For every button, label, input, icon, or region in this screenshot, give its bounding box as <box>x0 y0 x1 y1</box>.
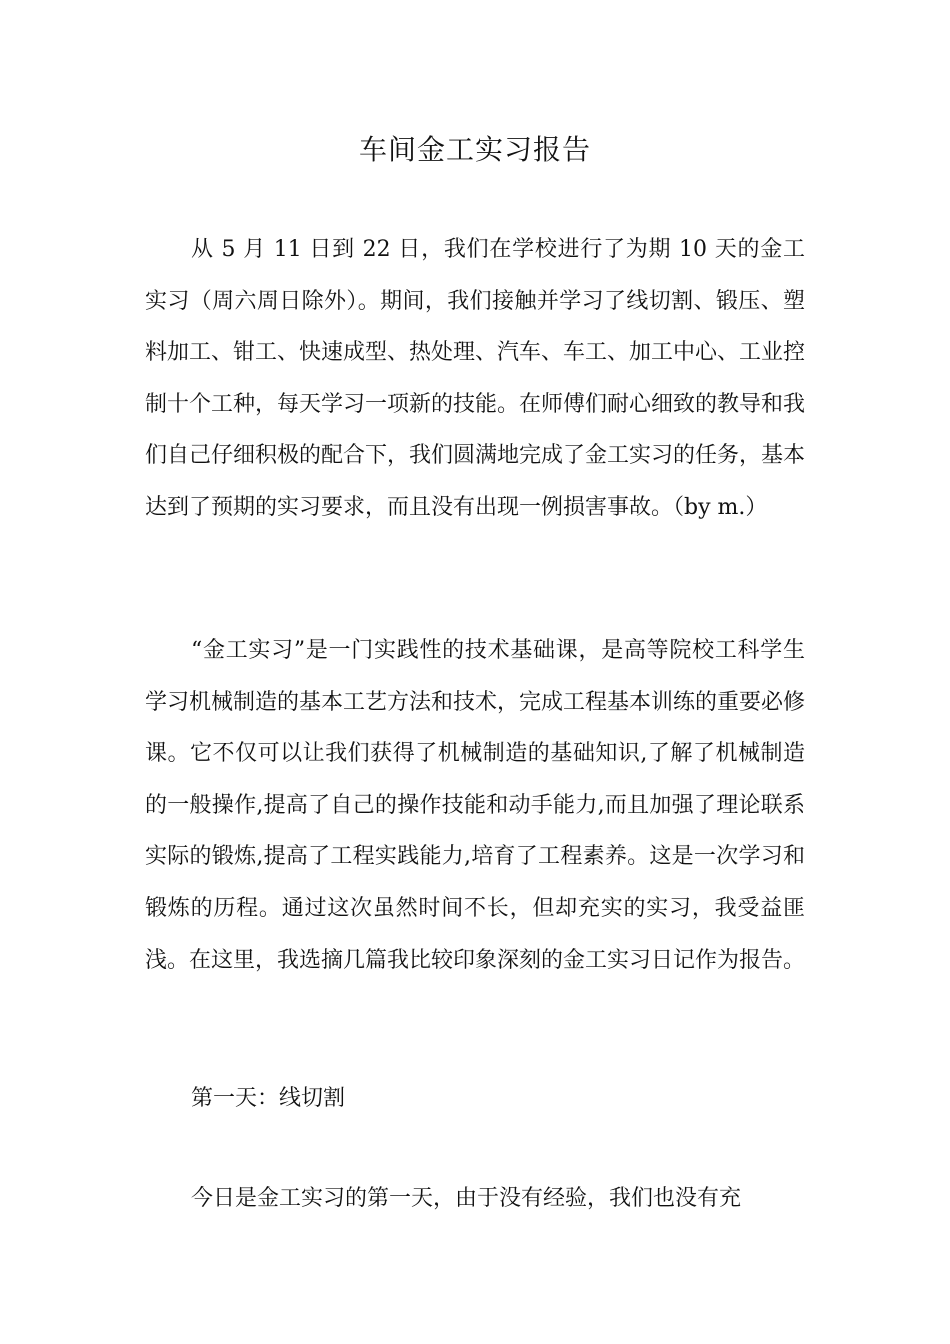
paragraph-day-one: 今日是金工实习的第一天，由于没有经验，我们也没有充 <box>191 1186 742 1211</box>
paragraph-intro: 从 5 月 11 日到 22 日，我们在学校进行了为期 10 天的金工实习（周六周日除外）。期间，我们接触并学习了线切割、锻压、塑料加工、钳工、快速成型、热处理、汽车、车工、加工中心、工业控制十个工种，每天学习一项新的技能。在师傅们耐心细致的教导和我们自己仔细积极的配合下，我们圆满地完成了金工实习的任务，基本达到了预期的实习要求，而且没有出现一例损害事故。（by m.） <box>145 237 806 520</box>
section-heading-day-one: 第一天：线切割 <box>191 1086 346 1111</box>
paragraph-course-description: “金工实习”是一门实践性的技术基础课，是高等院校工科学生学习机械制造的基本工艺方法和技术，完成工程基本训练的重要必修课。它不仅可以让我们获得了机械制造的基础知识,了解了机械制造的一般操作,提高了自己的操作技能和动手能力,而且加强了理论联系实际的锻炼,提高了工程实践能力,培育了工程素养。这是一次学习和锻炼的历程。通过这次虽然时间不长，但却充实的实习，我受益匪浅。在这里，我选摘几篇我比较印象深刻的金工实习日记作为报告。 <box>145 638 806 973</box>
document-title: 车间金工实习报告 <box>358 133 591 166</box>
